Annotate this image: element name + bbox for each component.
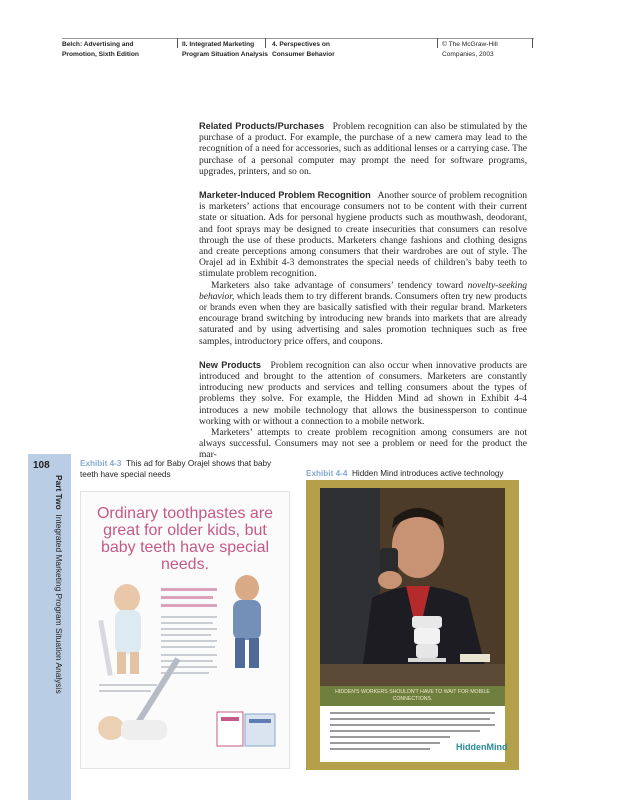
text-related: Problem recognition can also be stimulated by the purchase of a product. For example, the purchase of a new camera may lead to the recognition of a need for accessories, such as additional lenses or a carrying case. The purchase of a personal computer may prompt the need for software programs, upgrades, printers, and so on.	[199, 121, 528, 177]
header-part-line1: II. Integrated Marketing	[182, 41, 255, 48]
exhibit-label: Exhibit 4-4	[306, 469, 348, 478]
heading-related: Related Products/Purchases	[199, 121, 325, 131]
header-divider	[437, 38, 438, 48]
text-new-products: Problem recognition can also occur when innovative products are introduced and brought to the attention of consumers. Marketers are constantly introducing new products and services and telling consumers about the types of problems they solve. For example, the Hidden Mind ad shown in Exhibit 4-4 introduces a new mobile technology that allows the businessperson to continue working with or without a connection to a mobile network.	[199, 359, 527, 427]
caption-exhibit-4-4	[306, 469, 536, 480]
paragraph-related	[199, 121, 527, 177]
header-rule	[62, 38, 534, 39]
header-book	[62, 40, 139, 60]
text-novelty-term: novelty-seeking behavior,	[199, 279, 527, 302]
text-attempts: Marketers’ attempts to create problem recognition among consumers are not always successful. Consumers may not see a problem or need for the product the mar-	[199, 427, 527, 461]
ad-headline-band	[320, 686, 505, 706]
ad-photo	[320, 488, 505, 686]
orajel-ad-illustration	[81, 492, 289, 768]
paragraph-novelty	[199, 280, 527, 347]
part-title-vertical	[52, 475, 66, 795]
part-title: Integrated Marketing Program Situation Analysis	[54, 514, 64, 694]
header-part-line2: Program Situation Analysis	[182, 51, 268, 58]
header-book-line2: Promotion, Sixth Edition	[62, 51, 139, 58]
heading-marketer: Marketer-Induced Problem Recognition	[199, 190, 371, 201]
header-chapter-line1: 4. Perspectives on	[272, 41, 330, 48]
header-book-line1: Belch: Advertising and	[62, 41, 134, 48]
part-label: Part Two	[54, 475, 64, 510]
text-novelty-after: which leads them to try different brands. Consumers often try new products or brands even when they are basically satisfied with their regular brand. Marketers encourage brand switching by introducing new brands into markets that are already saturated and by using advertising and sales promotion techniques such as free samples, introductory price offers, and coupons.	[199, 290, 527, 347]
heading-new-products: New Products	[199, 359, 262, 370]
header-copyright	[442, 40, 498, 60]
header-chapter-line2: Consumer Behavior	[272, 51, 335, 58]
header-divider	[177, 38, 178, 48]
header-divider	[265, 38, 266, 48]
hiddenmind-ad-image	[306, 480, 519, 770]
caption-text: This ad for Baby Orajel shows that baby teeth have special needs	[80, 459, 272, 479]
header-chapter	[272, 40, 335, 60]
hiddenmind-logo: HiddenMind	[456, 742, 508, 752]
caption-text: Hidden Mind introduces active technology	[351, 469, 504, 478]
paragraph-marketer	[199, 190, 527, 280]
exhibit-label: Exhibit 4-3	[80, 459, 122, 468]
header-copyright-line2: Companies, 2003	[442, 51, 494, 58]
businessman-photo	[320, 488, 505, 686]
text-novelty-before: Marketers also take advantage of consumers’ tendency toward	[211, 279, 468, 291]
ad-headline: Ordinary toothpastes are great for older kids, but baby teeth have special needs.	[96, 505, 274, 573]
text-marketer: Another source of problem recognition is marketers’ actions that encourage consumers not to be content with their current state or situation. Ads for personal hygiene products such as mouthwash, deodorant, and foot sprays may be designed to create insecurities that consumers can resolve through the use of these products. Marketers change fashions and clothing designs and create perceptions among consumers that their wardrobes are out of style. The Orajel ad in Exhibit 4-3 demonstrates the special needs of children’s baby teeth to stimulate problem recognition.	[199, 190, 528, 280]
caption-exhibit-4-3	[80, 459, 290, 480]
ad-band-text: HIDDEN'S WORKERS SHOULDN'T HAVE TO WAIT FOR MOBILE CONNECTIONS.	[335, 689, 490, 702]
paragraph-new-products	[199, 360, 527, 427]
paragraph-attempts	[199, 427, 527, 461]
header-copyright-line1: © The McGraw-Hill	[442, 41, 498, 48]
header-divider	[532, 38, 533, 48]
header-part	[182, 40, 268, 60]
orajel-ad-image	[80, 491, 290, 769]
page-number: 108	[33, 460, 50, 471]
part-title-text	[54, 475, 64, 694]
body-text	[199, 121, 527, 461]
